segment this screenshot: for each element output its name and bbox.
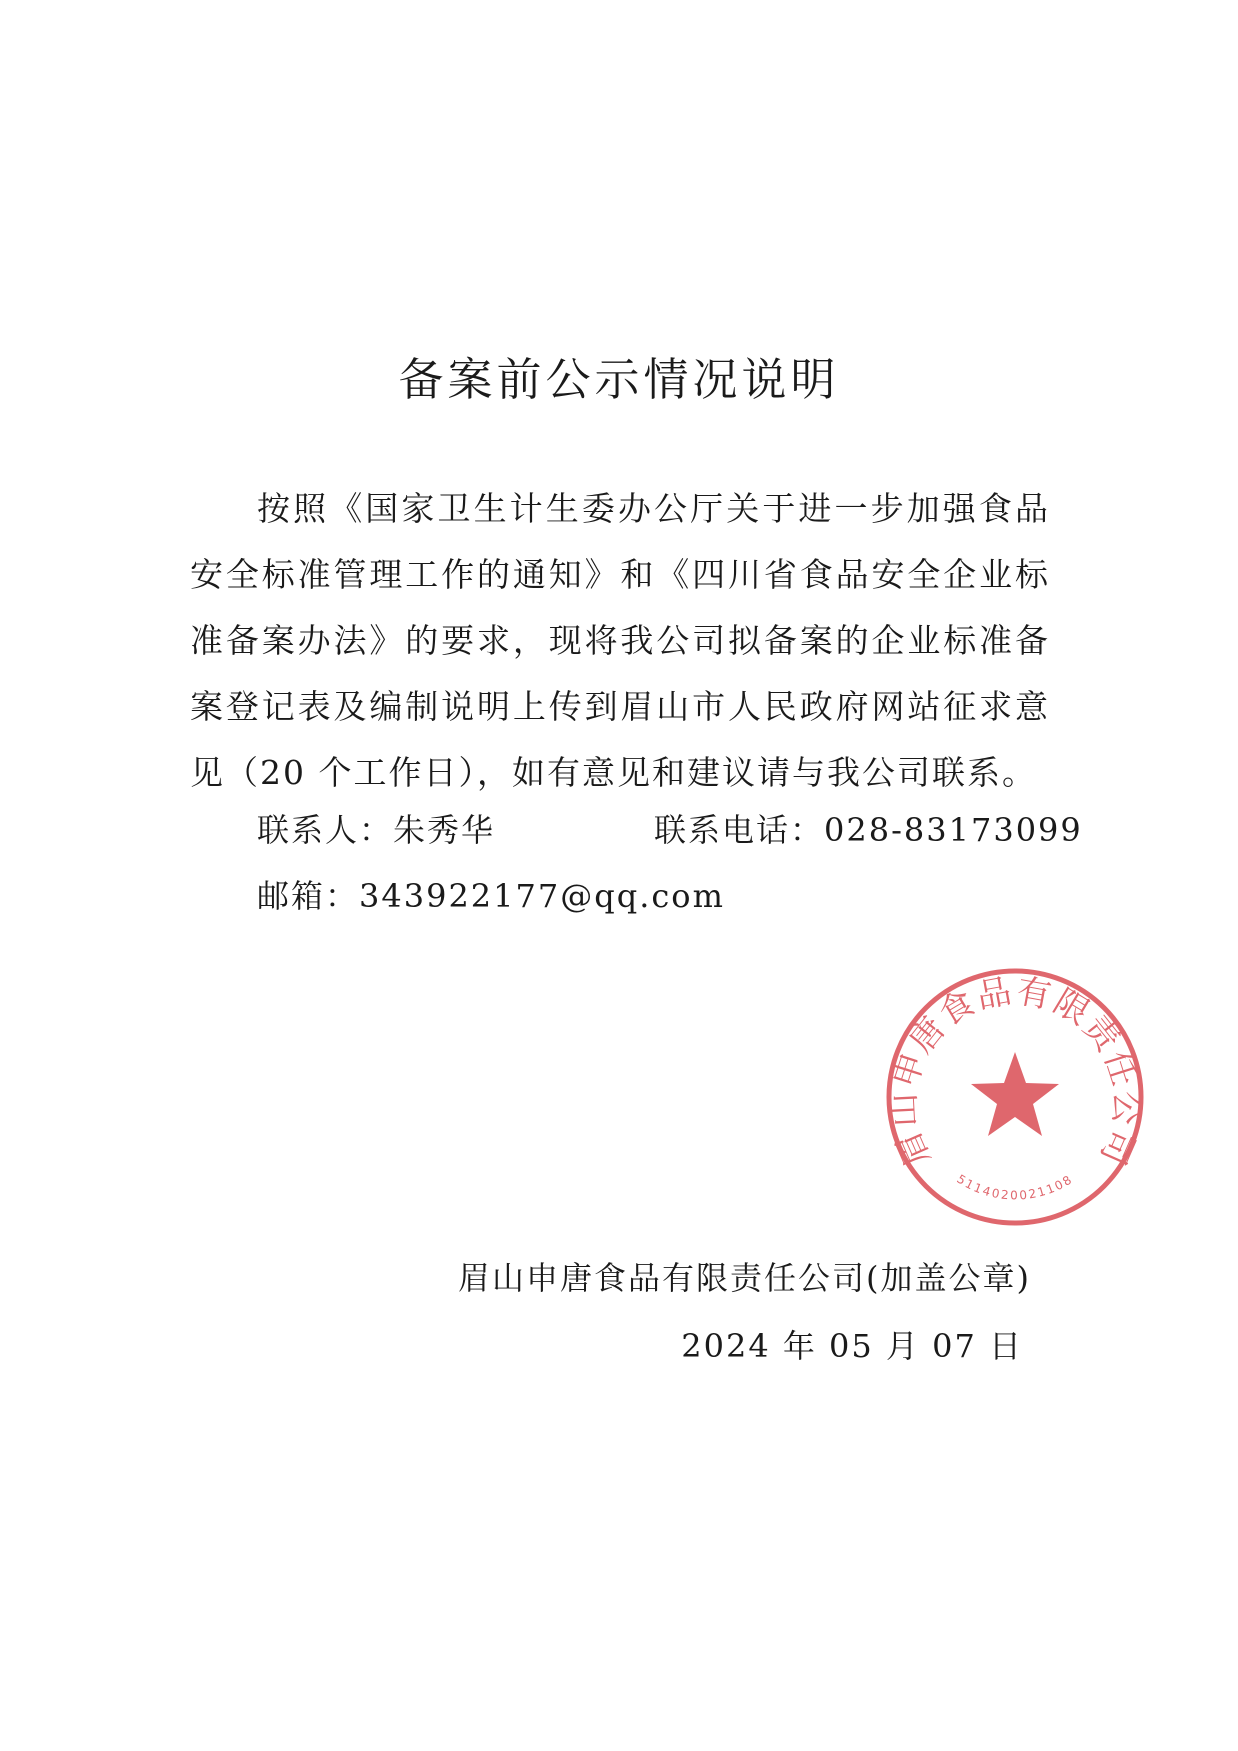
body-paragraph: 按照《国家卫生计生委办公厅关于进一步加强食品安全标准管理工作的通知》和《四川省食品安全企业标准备案办法》的要求，现将我公司拟备案的企业标准备案登记表及编制说明上传到眉山市人民政府网站征求意见（20 个工作日），如有意见和建议请与我公司联系。 <box>190 489 1050 792</box>
document-title: 备案前公示情况说明 <box>398 353 840 406</box>
signature-date: 2024 年 05 月 07 日 <box>681 1327 1023 1365</box>
seal-code: 5114020021108 <box>954 1171 1076 1203</box>
seal-star-icon <box>971 1052 1059 1136</box>
contact-email: 邮箱：343922177@qq.com <box>257 877 725 915</box>
signature-company: 眉山申唐食品有限责任公司(加盖公章) <box>458 1259 1031 1297</box>
contact-phone: 联系电话：028-83173099 <box>654 811 1083 849</box>
seal-text: 眉山申唐食品有限责任公司 <box>883 971 1147 1173</box>
contact-person: 联系人：朱秀华 <box>257 811 496 849</box>
company-seal <box>880 962 1150 1232</box>
